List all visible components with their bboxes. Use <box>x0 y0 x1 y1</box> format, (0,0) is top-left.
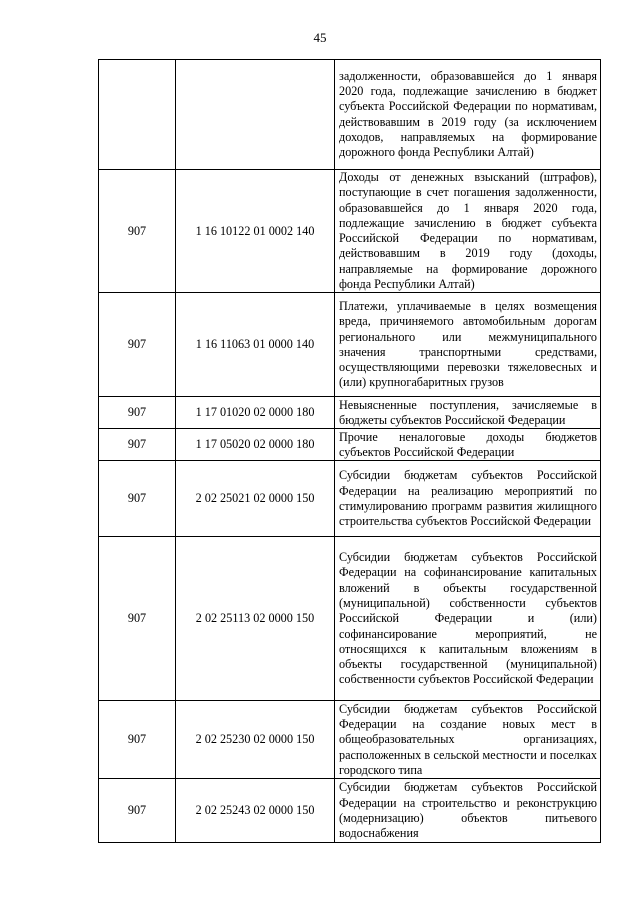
admin-code-cell: 907 <box>99 537 176 701</box>
admin-code-cell <box>99 60 176 170</box>
admin-code-cell: 907 <box>99 293 176 397</box>
table-row <box>99 537 601 701</box>
admin-code-cell: 907 <box>99 170 176 293</box>
budget-classification-code-cell: 1 17 05020 02 0000 180 <box>176 429 335 461</box>
budget-classification-code-cell <box>176 60 335 170</box>
revenue-description-cell: Прочие неналоговые доходы бюджетов субъектов Российской Федерации <box>335 429 601 461</box>
budget-classification-code-cell: 1 16 10122 01 0002 140 <box>176 170 335 293</box>
revenue-description-cell: Доходы от денежных взысканий (штрафов), поступающие в счет погашения задолженности, образовавшейся до 1 января 2020 года, подлежащие зачислению в бюджет субъекта Российской Федерации по нормативам, действовавшим в 2019 году (доходы, направляемые на формирование дорожного фонда Республики Алтай) <box>335 170 601 293</box>
revenue-description-cell: Платежи, уплачиваемые в целях возмещения вреда, причиняемого автомобильным дорогам регионального или межмуниципального значения транспортными средствами, осуществляющими перевозки тяжеловесных и (или) крупногабаритных грузов <box>335 293 601 397</box>
page-number: 45 <box>313 30 327 45</box>
admin-code-cell: 907 <box>99 429 176 461</box>
admin-code-cell: 907 <box>99 397 176 429</box>
table-row <box>99 293 601 397</box>
table-row <box>99 397 601 429</box>
budget-classification-code-cell: 1 16 11063 01 0000 140 <box>176 293 335 397</box>
table-row <box>99 779 601 843</box>
budget-classification-code-cell: 2 02 25230 02 0000 150 <box>176 701 335 779</box>
admin-code-cell: 907 <box>99 461 176 537</box>
budget-classification-code-cell: 2 02 25021 02 0000 150 <box>176 461 335 537</box>
admin-code-cell: 907 <box>99 779 176 843</box>
revenue-description-cell: задолженности, образовавшейся до 1 января 2020 года, подлежащие зачислению в бюджет субъекта Российской Федерации по нормативам, действовавшим в 2019 году (за исключением доходов, направляемых на формирование дорожного фонда Республики Алтай) <box>335 60 601 170</box>
table-row <box>99 429 601 461</box>
revenue-description-cell: Субсидии бюджетам субъектов Российской Федерации на софинансирование капитальных вложений в объекты государственной (муниципальной) собственности субъектов Российской Федерации и (или) софинансирование мероприятий, не относящихся к капитальным вложениям в объекты государственной (муниципальной) собственности субъектов Российской Федерации <box>335 537 601 701</box>
table-row <box>99 461 601 537</box>
budget-classification-code-cell: 2 02 25113 02 0000 150 <box>176 537 335 701</box>
revenue-description-cell: Субсидии бюджетам субъектов Российской Федерации на строительство и реконструкцию (модернизацию) объектов питьевого водоснабжения <box>335 779 601 843</box>
admin-code-cell: 907 <box>99 701 176 779</box>
table-row <box>99 170 601 293</box>
budget-classification-code-cell: 1 17 01020 02 0000 180 <box>176 397 335 429</box>
revenue-description-cell: Невыясненные поступления, зачисляемые в бюджеты субъектов Российской Федерации <box>335 397 601 429</box>
budget-revenue-table <box>98 59 601 843</box>
budget-classification-code-cell: 2 02 25243 02 0000 150 <box>176 779 335 843</box>
revenue-description-cell: Субсидии бюджетам субъектов Российской Федерации на создание новых мест в общеобразовательных организациях, расположенных в сельской местности и поселках городского типа <box>335 701 601 779</box>
revenue-description-cell: Субсидии бюджетам субъектов Российской Федерации на реализацию мероприятий по стимулированию программ развития жилищного строительства субъектов Российской Федерации <box>335 461 601 537</box>
table-row <box>99 60 601 170</box>
table-row <box>99 701 601 779</box>
